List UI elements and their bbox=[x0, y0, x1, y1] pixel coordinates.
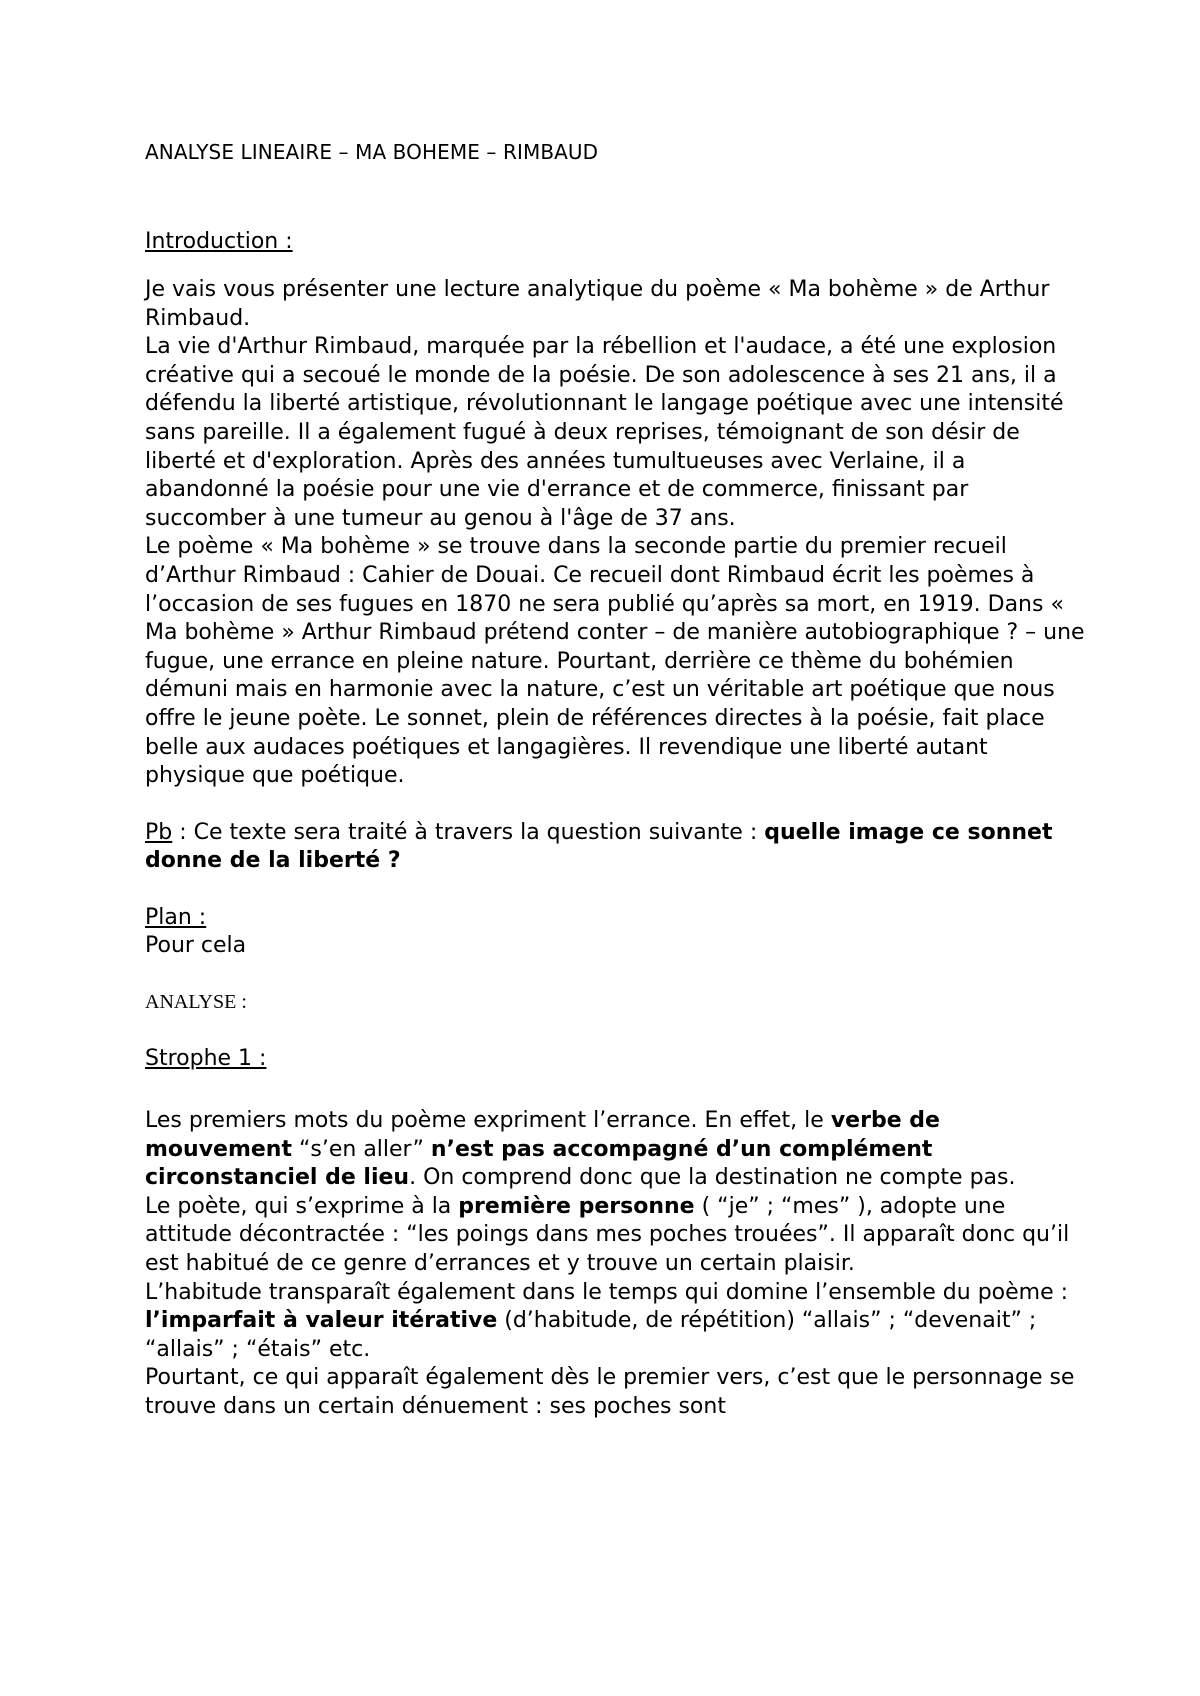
pb-text: : Ce texte sera traité à travers la question suivante : bbox=[172, 819, 765, 845]
plan-heading: Plan : bbox=[145, 904, 207, 930]
strophe-1-paragraph-2: Le poète, qui s’exprime à la première personne ( “je” ; “mes” ), adopte une attitude décontractée : “les poings dans mes poches trouées”. Il apparaît donc qu’il est habitué de ce genre d’errances et y trouve un certain plaisir. bbox=[145, 1193, 1070, 1277]
intro-paragraph-2: La vie d'Arthur Rimbaud, marquée par la rébellion et l'audace, a été une explosion créative qui a secoué le monde de la poésie. De son adolescence à ses 21 ans, il a défendu la liberté artistique, révolutionnant le langage poétique avec une intensité sans pareille. Il a également fugué à deux reprises, témoignant de son désir de liberté et d'exploration. Après des années tumultueuses avec Verlaine, il a abandonné la poésie pour une vie d'errance et de commerce, finissant par succomber à une tumeur au genou à l'âge de 37 ans. bbox=[145, 334, 1064, 531]
strophe-1-heading: Strophe 1 : bbox=[145, 1046, 267, 1072]
document-page bbox=[145, 138, 1085, 1422]
strophe-1-paragraph-1: Les premiers mots du poème expriment l’errance. En effet, le verbe de mouvement “s’en aller” n’est pas accompagné d’un complément circonstanciel de lieu. On comprend donc que la destination ne compte pas. bbox=[145, 1108, 1016, 1191]
pb-label: Pb bbox=[145, 819, 173, 845]
plan-section bbox=[145, 904, 1085, 961]
intro-paragraph-1: Je vais vous présenter une lecture analytique du poème « Ma bohème » de Arthur Rimbaud. bbox=[145, 277, 1050, 331]
intro-paragraph-3: Le poème « Ma bohème » se trouve dans la seconde partie du premier recueil d’Arthur Rimbaud : Cahier de Douai. Ce recueil dont Rimbaud écrit les poèmes à l’occasion de ses fugues en 1870 ne sera publié qu’après sa mort, en 1919. Dans « Ma bohème » Arthur Rimbaud prétend conter – de manière autobiographique ? – une fugue, une errance en pleine nature. Pourtant, derrière ce thème du bohémien démuni mais en harmonie avec la nature, c’est un véritable art poétique que nous offre le jeune poète. Le sonnet, plein de références directes à la poésie, fait place belle aux audaces poétiques et langagières. Il revendique une liberté autant physique que poétique. bbox=[145, 534, 1085, 789]
document-title: ANALYSE LINEAIRE – MA BOHEME – RIMBAUD bbox=[145, 140, 599, 164]
analyse-label: ANALYSE : bbox=[145, 991, 247, 1014]
strophe-1-paragraph-4: Pourtant, ce qui apparaît également dès le premier vers, c’est que le personnage se trouve dans un certain dénuement : ses poches sont bbox=[145, 1365, 1075, 1419]
pb-question: quelle image ce sonnet donne de la liberté ? bbox=[145, 819, 1053, 874]
plan-text: Pour cela bbox=[145, 933, 247, 959]
strophe-1-paragraph-3: L’habitude transparaît également dans le temps qui domine l’ensemble du poème : l’imparfait à valeur itérative (d’habitude, de répétition) “allais” ; “devenait” ; “allais” ; “étais” etc. bbox=[145, 1279, 1069, 1362]
introduction-section bbox=[145, 276, 1085, 791]
problematique bbox=[145, 819, 1085, 876]
strophe-1-section bbox=[145, 1107, 1085, 1422]
introduction-heading: Introduction : bbox=[145, 229, 293, 254]
